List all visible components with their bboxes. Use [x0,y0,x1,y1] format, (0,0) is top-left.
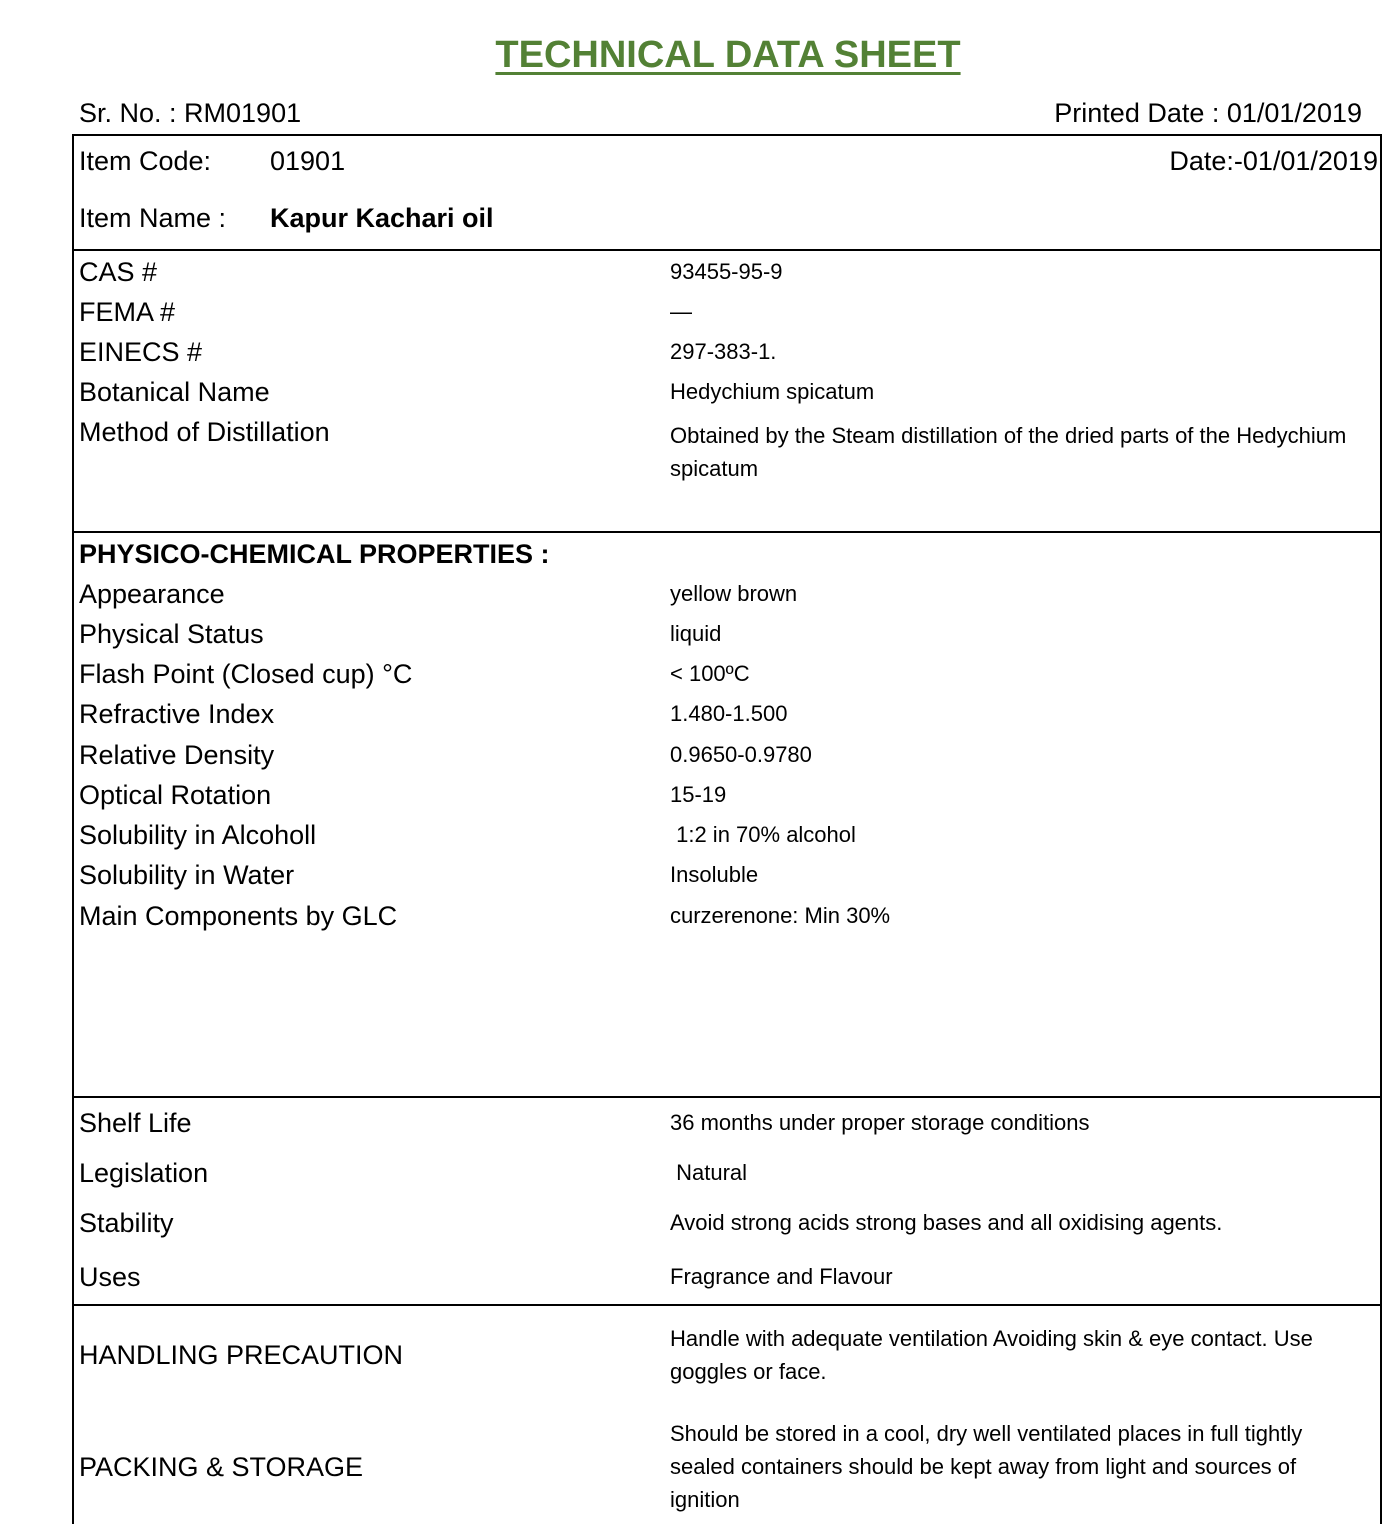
legislation-value: Natural [670,1160,748,1185]
physical-status-value: liquid [670,621,722,646]
physical-status-label: Physical Status [79,619,264,649]
botanical-name-label: Botanical Name [79,377,270,407]
item-date: Date:-01/01/2019 [1169,146,1378,176]
uses-label: Uses [79,1262,141,1292]
solubility-alcohol-value: 1:2 in 70% alcohol [670,822,856,847]
einecs-label: EINECS # [79,337,203,367]
relative-density-label: Relative Density [79,740,275,770]
serial-number: Sr. No. : RM01901 [79,98,302,128]
divider-identifiers [72,531,1382,533]
divider-top [72,134,1382,136]
divider-other [72,1304,1382,1306]
printed-date: Printed Date : 01/01/2019 [1054,98,1362,128]
distillation-method-value: Obtained by the Steam distillation of the dried parts of the Hedychium spicatum [670,423,1347,481]
handling-precaution-value: Handle with adequate ventilation Avoiding skin & eye contact. Use goggles or face. [670,1326,1313,1384]
stability-value: Avoid strong acids strong bases and all oxidising agents. [670,1210,1223,1235]
cas-label: CAS # [79,257,158,287]
einecs-value: 297-383-1. [670,339,777,364]
item-code-value: 01901 [270,146,346,176]
solubility-water-label: Solubility in Water [79,860,295,890]
item-name-label: Item Name : [79,203,227,233]
appearance-value: yellow brown [670,581,798,606]
handling-precaution-label: HANDLING PRECAUTION [79,1340,404,1370]
packing-storage-value: Should be stored in a cool, dry well ventilated places in full tightly sealed containers should be kept away from light and sources of ignition [670,1421,1303,1512]
packing-storage-label: PACKING & STORAGE [79,1452,364,1482]
refractive-index-label: Refractive Index [79,699,275,729]
cas-value: 93455-95-9 [670,259,783,284]
flash-point-value: < 100ºC [670,661,750,686]
uses-value: Fragrance and Flavour [670,1264,893,1289]
distillation-method-label: Method of Distillation [79,417,330,447]
document-title: TECHNICAL DATA SHEET [495,34,961,76]
optical-rotation-label: Optical Rotation [79,780,272,810]
divider-properties [72,1096,1382,1098]
main-components-label: Main Components by GLC [79,901,398,931]
solubility-alcohol-label: Solubility in Alcoholl [79,820,317,850]
relative-density-value: 0.9650-0.9780 [670,742,812,767]
main-components-value: curzerenone: Min 30% [670,903,891,928]
divider-item [72,249,1382,251]
solubility-water-value: Insoluble [670,862,759,887]
fema-label: FEMA # [79,297,176,327]
refractive-index-value: 1.480-1.500 [670,701,788,726]
item-code-label: Item Code: [79,146,212,176]
legislation-label: Legislation [79,1158,209,1188]
flash-point-label: Flash Point (Closed cup) °C [79,659,413,689]
item-name-value: Kapur Kachari oil [270,203,494,233]
optical-rotation-value: 15-19 [670,782,727,807]
botanical-name-value: Hedychium spicatum [670,379,875,404]
appearance-label: Appearance [79,579,225,609]
stability-label: Stability [79,1208,174,1238]
properties-heading: PHYSICO-CHEMICAL PROPERTIES : [79,539,550,569]
shelf-life-label: Shelf Life [79,1108,192,1138]
shelf-life-value: 36 months under proper storage conditions [670,1110,1090,1135]
fema-value: — [670,299,692,324]
